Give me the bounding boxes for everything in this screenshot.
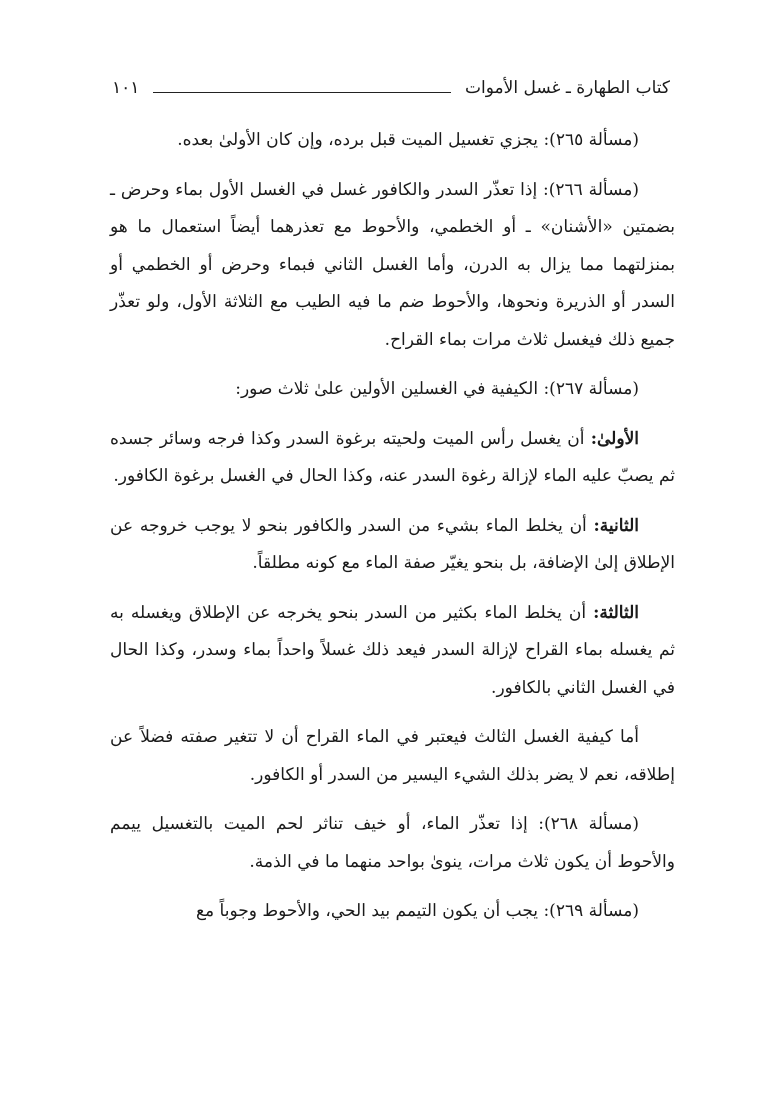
paragraph-text: (مسألة ٢٦٧): الكيفية في الغسلين الأولين علىٰ ثلاث صور:	[235, 379, 639, 399]
paragraph-text: أن يخلط الماء بكثير من السدر بنحو يخرجه عن الإطلاق ويغسله به ثم يغسله بماء القراح لإزالة السدر فيعد ذلك غسلاً واحداً بماء وسدر، وكذا الحال في الغسل الثاني بالكافور.	[110, 602, 675, 698]
paragraph-text: (مسألة ٢٦٦): إذا تعذّر السدر والكافور غسل في الغسل الأول بماء وحرض ـ بضمتين «الأشنان» ـ أو الخطمي، والأحوط مع تعذرهما أيضاً استعمال ما هو بمنزلتهما مما يزال به الدرن، وأما الغسل الثاني فبماء وحرض أو الخطمي أو السدر أو الذريرة ونحوها، والأحوط ضم ما فيه الطيب مع الثلاثة الأول، ولو تعذّر جميع ذلك فيغسل ثلاث مرات بماء القراح.	[110, 179, 675, 350]
paragraph-text: (مسألة ٢٦٩): يجب أن يكون التيمم بيد الحي، والأحوط وجوباً مع	[195, 901, 639, 921]
paragraph	[110, 172, 675, 360]
paragraph-text: أن يخلط الماء بشيء من السدر والكافور بنحو لا يوجب خروجه عن الإطلاق إلىٰ الإضافة، بل بنحو يغيّر صفة الماء مع كونه مطلقاً.	[110, 515, 675, 573]
paragraph-text: أن يغسل رأس الميت ولحيته برغوة السدر وكذا فرجه وسائر جسده ثم يصبّ عليه الماء لإزالة رغوة السدر عنه، وكذا الحال في الغسل برغوة الكافور.	[110, 428, 675, 486]
paragraph-lead: الثانية:	[593, 515, 639, 536]
paragraph	[110, 508, 675, 583]
paragraph-lead: الأولىٰ:	[590, 428, 639, 449]
paragraph-text: (مسألة ٢٦٥): يجزي تغسيل الميت قبل برده، وإن كان الأولىٰ بعده.	[177, 130, 639, 150]
running-header	[112, 72, 670, 104]
header-title: كتاب الطهارة ـ غسل الأموات	[465, 78, 670, 98]
paragraph	[110, 893, 675, 931]
page-number: ١٠١	[112, 78, 140, 98]
paragraph	[110, 122, 675, 160]
paragraph	[110, 371, 675, 409]
paragraph	[110, 806, 675, 881]
paragraph	[110, 595, 675, 708]
header-rule	[153, 92, 451, 93]
paragraph-text: (مسألة ٢٦٨): إذا تعذّر الماء، أو خيف تناثر لحم الميت بالتغسيل ييمم والأحوط أن يكون ثلاث مرات، ينوىٰ بواحد منهما ما في الذمة.	[110, 814, 675, 872]
page-body	[110, 122, 675, 943]
paragraph	[110, 719, 675, 794]
paragraph	[110, 421, 675, 496]
paragraph-text: أما كيفية الغسل الثالث فيعتبر في الماء القراح أن لا تتغير صفته فضلاً عن إطلاقه، نعم لا يضر بذلك الشيء اليسير من السدر أو الكافور.	[110, 727, 675, 785]
paragraph-lead: الثالثة:	[593, 602, 639, 623]
